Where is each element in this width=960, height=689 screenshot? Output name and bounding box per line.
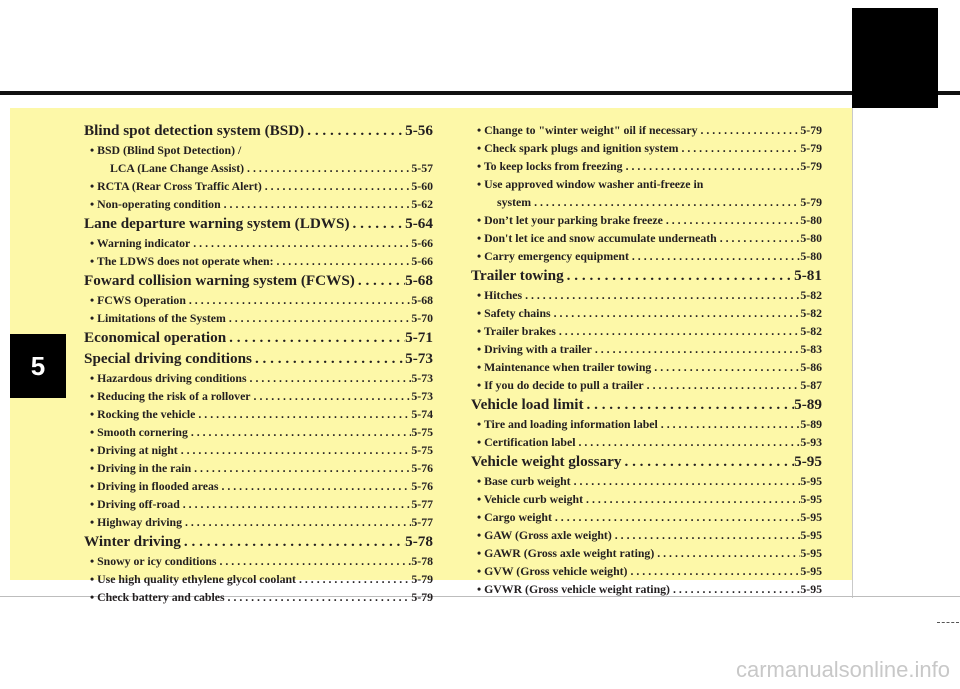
toc-section-heading-label: Winter driving: [84, 533, 181, 550]
dot-leader: [644, 376, 801, 394]
toc-section-heading-label: Trailer towing: [471, 267, 564, 284]
page-number: 5-81: [794, 267, 822, 284]
toc-left-column: [84, 121, 433, 606]
toc-subentry-label: • Safety chains: [477, 306, 551, 320]
toc-subentry[interactable]: [471, 562, 822, 580]
page-number: 5-95: [800, 528, 822, 542]
toc-subentry-label: • Limitations of the System: [90, 311, 226, 325]
dot-leader: [180, 495, 412, 513]
toc-subentry-label: • Smooth cornering: [90, 425, 188, 439]
dot-leader: [296, 570, 411, 588]
toc-subentry-label: • Rocking the vehicle: [90, 407, 196, 421]
toc-subentry[interactable]: [471, 322, 822, 340]
dot-leader: [654, 544, 800, 562]
page-number: 5-79: [800, 141, 822, 155]
page-number: 5-95: [800, 474, 822, 488]
toc-section-heading[interactable]: [84, 121, 433, 141]
page-number: 5-93: [800, 435, 822, 449]
dot-leader: [186, 291, 411, 309]
page-number: 5-95: [800, 492, 822, 506]
dot-leader: [218, 477, 411, 495]
toc-subentry-label: • Driving in the rain: [90, 461, 192, 475]
watermark: carmanualsonline.info: [735, 657, 950, 682]
page-number: 5-56: [405, 122, 433, 139]
dot-leader: [571, 472, 801, 490]
toc-subentry[interactable]: [471, 526, 822, 544]
toc-subentry-label: • Vehicle curb weight: [477, 492, 584, 506]
dot-leader: [226, 328, 405, 348]
toc-subentry[interactable]: [84, 513, 433, 531]
dot-leader: [355, 271, 405, 291]
top-rule: [0, 91, 960, 95]
toc-subentry[interactable]: [471, 229, 822, 247]
toc-subentry[interactable]: [84, 177, 433, 195]
toc-subentry-label: LCA (Lane Change Assist): [110, 161, 245, 175]
toc-subentry-label: • Reducing the risk of a rollover: [90, 389, 251, 403]
toc-subentry-label: • GAWR (Gross axle weight rating): [477, 546, 655, 560]
toc-subentry[interactable]: [471, 121, 822, 139]
toc-section-heading-label: Economical operation: [84, 329, 227, 346]
page-number: 5-75: [411, 443, 433, 457]
dot-leader: [592, 340, 801, 358]
toc-subentry[interactable]: [471, 376, 822, 394]
page-number: 5-77: [411, 515, 433, 529]
page-number: 5-89: [800, 417, 822, 431]
dot-leader: [182, 513, 411, 531]
dot-leader: [191, 459, 411, 477]
page-number: 5-79: [800, 123, 822, 137]
dot-leader: [262, 177, 412, 195]
toc-section-heading[interactable]: [84, 214, 433, 234]
dot-leader: [251, 387, 412, 405]
dot-leader: [178, 441, 412, 459]
toc-subentry-label: • The LDWS does not operate when:: [90, 254, 274, 268]
toc-subentry[interactable]: [84, 252, 433, 270]
toc-subentry[interactable]: [471, 211, 822, 229]
page-number: 5-71: [405, 329, 433, 346]
footer-dashes: [937, 622, 959, 624]
page-number: 5-75: [411, 425, 433, 439]
dot-leader: [350, 214, 406, 234]
toc-subentry[interactable]: [471, 304, 822, 322]
page-number: 5-68: [411, 293, 433, 307]
toc-subentry[interactable]: [84, 369, 433, 387]
page-number: 5-64: [405, 215, 433, 232]
dot-leader: [522, 286, 800, 304]
toc-subentry[interactable]: [84, 441, 433, 459]
toc-subentry-label: • Change to "winter weight" oil if necessary: [477, 123, 698, 137]
toc-subentry[interactable]: [84, 195, 433, 213]
toc-subentry-label: • Use high quality ethylene glycol coolant: [90, 572, 296, 586]
page-number: 5-82: [800, 306, 822, 320]
dot-leader: [583, 490, 800, 508]
page-number: 5-62: [411, 197, 433, 211]
toc-subentry[interactable]: [471, 340, 822, 358]
page-number: 5-60: [411, 179, 433, 193]
page-number: 5-78: [405, 533, 433, 550]
toc-subentry[interactable]: [84, 405, 433, 423]
page-number: 5-95: [800, 564, 822, 578]
toc-subentry[interactable]: [471, 139, 822, 157]
toc-subentry[interactable]: [84, 477, 433, 495]
toc-subentry-label: • GVWR (Gross vehicle weight rating): [477, 582, 670, 596]
page-number: 5-76: [411, 479, 433, 493]
page-number: 5-80: [800, 213, 822, 227]
toc-subentry-label: • Driving at night: [90, 443, 178, 457]
dot-leader: [564, 266, 794, 286]
page-number: 5-79: [800, 195, 822, 209]
dot-leader: [663, 211, 801, 229]
toc-section-heading-label: Special driving conditions: [84, 350, 252, 367]
toc-section-heading[interactable]: [471, 452, 822, 472]
toc-subentry-label: • Trailer brakes: [477, 324, 556, 338]
page-number: 5-80: [800, 249, 822, 263]
dot-leader: [190, 234, 411, 252]
toc-subentry-label: • Driving off-road: [90, 497, 180, 511]
toc-subentry[interactable]: [471, 544, 822, 562]
dot-leader: [629, 247, 800, 265]
page-margin-line: [852, 108, 853, 598]
dot-leader: [531, 193, 800, 211]
toc-subentry[interactable]: [84, 387, 433, 405]
toc-subentry[interactable]: [471, 247, 822, 265]
dot-leader: [195, 405, 411, 423]
dot-leader: [247, 369, 412, 387]
toc-subentry-label: • Don't let ice and snow accumulate underneath: [477, 231, 717, 245]
page-number: 5-87: [800, 378, 822, 392]
toc-subentry-label[interactable]: • Use approved window washer anti-freeze in: [477, 177, 704, 191]
page-number: 5-95: [794, 453, 822, 470]
toc-subentry-label: • Driving in flooded areas: [90, 479, 219, 493]
page-number: 5-76: [411, 461, 433, 475]
toc-subentry-label: • Carry emergency equipment: [477, 249, 629, 263]
page-number: 5-95: [800, 546, 822, 560]
toc-section-heading[interactable]: [84, 349, 433, 369]
dot-leader: [658, 415, 801, 433]
dot-leader: [217, 552, 412, 570]
page-number: 5-80: [800, 231, 822, 245]
toc-section-heading[interactable]: [471, 266, 822, 286]
toc-subentry[interactable]: [84, 291, 433, 309]
toc-subentry[interactable]: [471, 193, 822, 211]
toc-section-heading-label: Vehicle load limit: [471, 396, 584, 413]
toc-subentry[interactable]: [471, 580, 822, 598]
toc-subentry-label: • Check spark plugs and ignition system: [477, 141, 679, 155]
dot-leader: [274, 252, 412, 270]
toc-subentry-label: • Highway driving: [90, 515, 182, 529]
page-number: 5-95: [800, 582, 822, 596]
dot-leader: [584, 395, 795, 415]
page-number: 5-66: [411, 254, 433, 268]
page-number: 5-74: [411, 407, 433, 421]
dot-leader: [226, 309, 412, 327]
dot-leader: [225, 588, 412, 606]
toc-section-heading[interactable]: [84, 532, 433, 552]
toc-subentry[interactable]: [84, 459, 433, 477]
toc-subentry[interactable]: [471, 472, 822, 490]
dot-leader: [623, 157, 801, 175]
page-number: 5-78: [411, 554, 433, 568]
toc-subentry[interactable]: [471, 415, 822, 433]
toc-subentry[interactable]: [471, 433, 822, 451]
toc-subentry[interactable]: [84, 552, 433, 570]
dot-leader: [551, 304, 801, 322]
toc-subentry[interactable]: [471, 508, 822, 526]
dot-leader: [678, 139, 800, 157]
dot-leader: [575, 433, 800, 451]
page-number: 5-77: [411, 497, 433, 511]
toc-subentry[interactable]: [471, 157, 822, 175]
toc-subentry-label: • Check battery and cables: [90, 590, 225, 604]
toc-subentry-label: • Cargo weight: [477, 510, 552, 524]
dot-leader: [304, 121, 405, 141]
dot-leader: [670, 580, 800, 598]
page-number: 5-82: [800, 288, 822, 302]
page-number: 5-89: [794, 396, 822, 413]
toc-subentry-label: • FCWS Operation: [90, 293, 186, 307]
page-number: 5-73: [405, 350, 433, 367]
page-number: 5-79: [411, 590, 433, 604]
page-number: 5-79: [411, 572, 433, 586]
toc-subentry-label: system: [497, 195, 532, 209]
toc-subentry[interactable]: [471, 490, 822, 508]
dot-leader: [651, 358, 800, 376]
toc-subentry-label: • Hitches: [477, 288, 523, 302]
chapter-tab: 5: [10, 334, 66, 398]
page-number: 5-57: [411, 161, 433, 175]
toc-subentry[interactable]: [84, 159, 433, 177]
toc-subentry-label: • Warning indicator: [90, 236, 191, 250]
toc-subentry[interactable]: [84, 495, 433, 513]
toc-subentry[interactable]: [84, 570, 433, 588]
toc-subentry-label: • Certification label: [477, 435, 576, 449]
dot-leader: [221, 195, 412, 213]
toc-subentry[interactable]: [84, 309, 433, 327]
toc-right-column: [471, 121, 822, 598]
toc-subentry[interactable]: [84, 234, 433, 252]
page-number: 5-66: [411, 236, 433, 250]
dot-leader: [612, 526, 801, 544]
toc-subentry[interactable]: [84, 588, 433, 606]
toc-subentry[interactable]: [471, 286, 822, 304]
page-number: 5-95: [800, 510, 822, 524]
toc-section-heading-label: Blind spot detection system (BSD): [84, 122, 305, 139]
toc-subentry[interactable]: [471, 358, 822, 376]
corner-black-tab: [852, 8, 938, 108]
dot-leader: [552, 508, 800, 526]
dot-leader: [252, 349, 405, 369]
toc-subentry-label: • Snowy or icy conditions: [90, 554, 217, 568]
toc-section-heading-label: Vehicle weight glossary: [471, 453, 622, 470]
page-number: 5-83: [800, 342, 822, 356]
toc-section-heading[interactable]: [84, 328, 433, 348]
dot-leader: [621, 452, 794, 472]
toc-subentry-label: • Tire and loading information label: [477, 417, 658, 431]
page-number: 5-73: [411, 371, 433, 385]
toc-subentry-label[interactable]: • BSD (Blind Spot Detection) /: [90, 143, 242, 157]
toc-subentry-label: • If you do decide to pull a trailer: [477, 378, 644, 392]
toc-subentry[interactable]: [84, 423, 433, 441]
toc-subentry-label: • Hazardous driving conditions: [90, 371, 247, 385]
toc-section-heading-label: Foward collision warning system (FCWS): [84, 272, 355, 289]
page-number: 5-86: [800, 360, 822, 374]
page-number: 5-68: [405, 272, 433, 289]
toc-subentry-label: • GAW (Gross axle weight): [477, 528, 612, 542]
toc-subentry-label: • Non-operating condition: [90, 197, 221, 211]
toc-section-heading[interactable]: [84, 271, 433, 291]
toc-subentry-label: • Base curb weight: [477, 474, 571, 488]
dot-leader: [244, 159, 411, 177]
toc-subentry-label: • Maintenance when trailer towing: [477, 360, 652, 374]
page-number: 5-79: [800, 159, 822, 173]
dot-leader: [628, 562, 801, 580]
dot-leader: [181, 532, 405, 552]
toc-subentry-label: • GVW (Gross vehicle weight): [477, 564, 628, 578]
dot-leader: [556, 322, 801, 340]
toc-subentry-label: • Don’t let your parking brake freeze: [477, 213, 663, 227]
toc-section-heading[interactable]: [471, 395, 822, 415]
dot-leader: [697, 121, 800, 139]
toc-subentry-label: • To keep locks from freezing: [477, 159, 623, 173]
page-number: 5-82: [800, 324, 822, 338]
page-number: 5-73: [411, 389, 433, 403]
dot-leader: [188, 423, 412, 441]
dot-leader: [717, 229, 801, 247]
toc-subentry-label: • RCTA (Rear Cross Traffic Alert): [90, 179, 262, 193]
page-number: 5-70: [411, 311, 433, 325]
toc-section-heading-label: Lane departure warning system (LDWS): [84, 215, 350, 232]
toc-subentry-label: • Driving with a trailer: [477, 342, 592, 356]
